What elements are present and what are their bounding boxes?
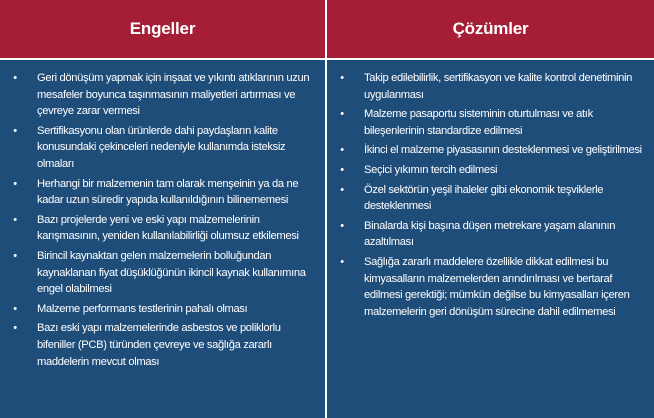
bullet-icon: • <box>340 255 344 268</box>
list-item-text: Sertifikasyonu olan ürünlerde dahi paydaşların kalite konusundaki çekinceleri nedeniyle kullanımda isteksiz olmaları <box>37 124 286 170</box>
list-item-text: Binalarda kişi başına düşen metrekare yaşam alanının azaltılması <box>364 219 616 249</box>
bullet-icon: • <box>13 213 17 226</box>
list-item-text: Malzeme performans testlerinin pahalı olması <box>37 302 248 315</box>
bullet-icon: • <box>13 72 17 84</box>
list-item-text: Bazı eski yapı malzemelerinde asbestos ve poliklorlu bifeniller (PCB) türünden çevreye ve sağlığa zararlı maddelerin mevcut olması <box>37 322 281 368</box>
list-item <box>10 320 319 370</box>
bullet-icon: • <box>13 249 17 262</box>
list-item <box>10 123 319 173</box>
bullet-icon: • <box>340 219 344 232</box>
cozumler-list <box>337 70 648 320</box>
header-cozumler <box>327 0 654 58</box>
list-item-text: Bazı projelerde yeni ve eski yapı malzemelerinin karışmasının, yeniden kullanılabilirliği olumsuz etkilemesi <box>37 213 299 243</box>
list-item <box>337 218 648 251</box>
bullet-icon: • <box>13 322 17 335</box>
header-engeller-label: Engeller <box>129 19 196 38</box>
list-item-text: Birincil kaynaktan gelen malzemelerin bolluğundan kaynaklanan fiyat düşüklüğünün ikincil kaynak kullanımına engel olabilmesi <box>37 249 306 296</box>
list-item <box>10 248 319 298</box>
list-item-text: Özel sektörün yeşil ihaleler gibi ekonomik teşviklerle desteklenmesi <box>364 183 604 213</box>
header-engeller <box>0 0 327 58</box>
bullet-icon: • <box>13 124 17 137</box>
list-item <box>337 254 648 320</box>
list-item-text: Sağlığa zararlı maddelere özellikle dikkat edilmesi bu kimyasalların malzemelerden arındırılması ve bertaraf edilmesi gerektiği; mümkün değilse bu kimyasalları içeren malzemelerin geri dönüşüm sürecine dahil edilmemesi <box>364 255 630 318</box>
list-item <box>10 212 319 245</box>
bullet-icon: • <box>340 108 344 121</box>
bullet-icon: • <box>340 183 344 196</box>
engeller-column <box>0 58 327 418</box>
bullet-icon: • <box>340 163 344 176</box>
bullet-icon: • <box>340 144 344 157</box>
list-item-text: Takip edilebilirlik, sertifikasyon ve kalite kontrol denetiminin uygulanması <box>364 72 632 101</box>
list-item-text: Herhangi bir malzemenin tam olarak menşeinin ya da ne kadar uzun süredir yapıda kullanıldığının bilinememesi <box>37 177 299 207</box>
engeller-list <box>10 70 319 370</box>
list-item-text: İkinci el malzeme piyasasının desteklenmesi ve geliştirilmesi <box>364 144 642 157</box>
bullet-icon: • <box>13 177 17 190</box>
list-item-text: Malzeme pasaportu sisteminin oturtulması ve atık bileşenlerinin standardize edilmesi <box>364 108 593 137</box>
list-item <box>337 70 648 103</box>
list-item-text: Geri dönüşüm yapmak için inşaat ve yıkıntı atıklarının uzun mesafeler boyunca taşınmasının maliyetleri artırması ve çevreye zarar vermesi <box>37 72 310 118</box>
bullet-icon: • <box>13 302 17 315</box>
list-item <box>337 162 648 179</box>
cozumler-column <box>327 58 654 418</box>
header-cozumler-label: Çözümler <box>452 19 529 38</box>
list-item <box>10 301 319 318</box>
list-item <box>337 182 648 215</box>
list-item-text: Seçici yıkımın tercih edilmesi <box>364 163 498 176</box>
list-item <box>337 142 648 159</box>
bullet-icon: • <box>340 72 344 84</box>
list-item <box>337 106 648 139</box>
list-item <box>10 70 319 120</box>
list-item <box>10 176 319 209</box>
